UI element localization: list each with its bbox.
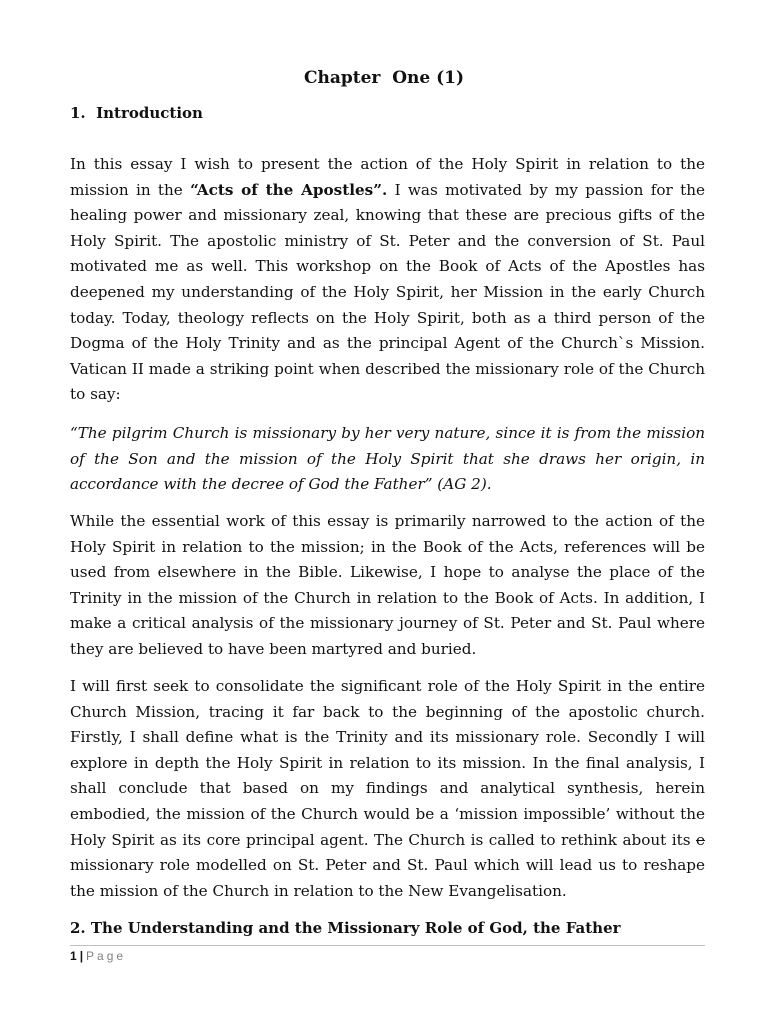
section-2-heading: 2. The Understanding and the Missionary Role of God, the Father bbox=[70, 919, 621, 937]
footer-separator: | bbox=[79, 949, 84, 963]
paragraph-text: I was motivated by my passion for the healing power and missionary zeal, knowing that these are precious gifts of the Holy Spirit. The apostolic ministry of St. Peter and the conversion of St. Paul motivated me as well. This workshop on the Book of Acts of the Apostles has deepened my understanding of the Holy Spirit, her Mission in the early Church today. Today, theology reflects on the Holy Spirit, both as a third person of the Dogma of the Holy Trinity and as the principal Agent of the Church`s Mission. Vatican II made a striking point when described the missionary role of the Church to say: bbox=[70, 180, 705, 404]
paragraph-text: missionary role modelled on St. Peter and St. Paul which will lead us to reshape the mission of the Church in relation to the New Evangelisation. bbox=[70, 856, 705, 900]
chapter-title: Chapter One (1) bbox=[303, 68, 465, 88]
acts-title-bold: “Acts of the Apostles”. bbox=[190, 180, 388, 199]
outline-paragraph bbox=[70, 674, 705, 904]
page-label: Page bbox=[86, 949, 127, 963]
paragraph-text: I will first seek to consolidate the significant role of the Holy Spirit in the entire Church Mission, tracing it far back to the beginning of the apostolic church. Firstly, I shall define what is the Trinity and its missionary role. Secondly I will explore in depth the Holy Spirit in relation to its mission. In the final analysis, I shall conclude that based on my findings and analytical synthesis, herein embodied, the mission of the Church would be a ‘mission impossible’ without the Holy Spirit as its core principal agent. The Church is called to rethink about its bbox=[70, 677, 705, 849]
introduction-paragraph bbox=[70, 152, 705, 408]
vatican-quote: “The pilgrim Church is missionary by her very nature, since it is from the mission of the Son and the mission of the Holy Spirit that she draws her origin, in accordance with the decree of God the Father” (AG 2). bbox=[70, 424, 705, 494]
struck-text: e bbox=[696, 830, 705, 849]
introduction-heading: 1. Introduction bbox=[70, 104, 203, 122]
footer-divider bbox=[70, 945, 705, 946]
page-number: 1 bbox=[70, 949, 77, 963]
scope-paragraph: While the essential work of this essay is primarily narrowed to the action of the Holy Spirit in relation to the mission; in the Book of the Acts, references will be used from elsewhere in the Bible. Likewise, I hope to analyse the place of the Trinity in the mission of the Church in relation to the Book of Acts. In addition, I make a critical analysis of the missionary journey of St. Peter and St. Paul where they are believed to have been martyred and buried. bbox=[70, 512, 705, 658]
page-footer bbox=[70, 949, 126, 963]
paragraph-text: In this essay I wish to present the action of the Holy Spirit in relation to the mission in the bbox=[70, 155, 705, 199]
